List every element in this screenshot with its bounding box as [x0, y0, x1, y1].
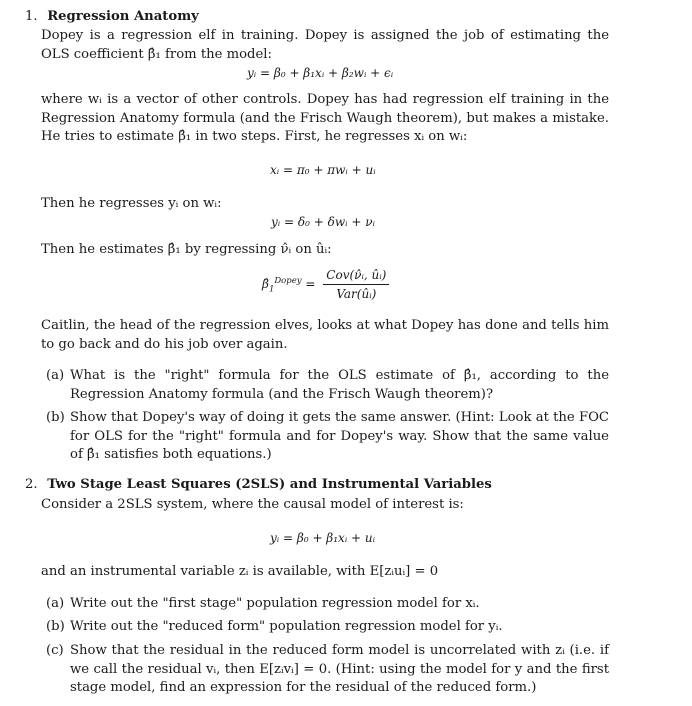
question-text: Show that Dopey's way of doing it gets the same answer. (Hint: Look at the FOC for OLS for the "right" formula and for Dopey's way. Show that the same value of β̂₁ satisfies both equations.): [70, 410, 609, 463]
model-equation: yᵢ = β₀ + β₁xᵢ + β₂wᵢ + ϵᵢ: [247, 66, 394, 80]
first-regression-equation: xᵢ = π₀ + πwᵢ + uᵢ: [270, 163, 376, 177]
question-text: Write out the "reduced form" population regression model for yᵢ.: [70, 619, 503, 634]
section-1-number: 1.: [25, 9, 38, 24]
section-2-intro: Consider a 2SLS system, where the causal model of interest is:: [41, 497, 464, 512]
dopey-fraction: [323, 268, 389, 301]
section-1-question-b: [46, 409, 609, 465]
caitlin-paragraph: Caitlin, the head of the regression elves, looks at what Dopey has done and tells him to go back and do his job over again.: [41, 318, 609, 352]
section-1-mistake-paragraph: where wᵢ is a vector of other controls. Dopey has had regression elf training in the Regression Anatomy formula (and the Frisch Waugh theorem), but makes a mistake. He tries to estimate β̂₁ in two steps. First, he regresses xᵢ on wᵢ:: [41, 92, 609, 145]
section-2-number: 2.: [25, 477, 38, 492]
second-regression-equation: yᵢ = δ₀ + δwᵢ + νᵢ: [271, 215, 375, 229]
section-1-heading: [25, 9, 199, 24]
section-2-question-c: [46, 642, 609, 698]
dopey-numerator: Cov(ν̂ᵢ, ûᵢ): [323, 268, 389, 285]
section-2-question-b: [46, 618, 609, 637]
causal-model-equation: yᵢ = β₀ + β₁xᵢ + uᵢ: [270, 531, 376, 545]
question-label: (b): [46, 410, 65, 425]
section-1-title: Regression Anatomy: [47, 9, 199, 24]
question-label: (c): [46, 643, 64, 658]
section-1-intro: Dopey is a regression elf in training. Dopey is assigned the job of estimating the OLS coefficient β̂₁ from the model:: [41, 28, 609, 62]
instrument-text: and an instrumental variable zᵢ is available, with E[zᵢuᵢ] = 0: [41, 564, 439, 579]
section-2-title: Two Stage Least Squares (2SLS) and Instrumental Variables: [47, 477, 492, 492]
section-2-heading: [25, 477, 492, 492]
question-label: (a): [46, 596, 65, 611]
then-estimate-text: Then he estimates β̂₁ by regressing ν̂ᵢ on ûᵢ:: [41, 242, 332, 257]
dopey-denominator: Var(ûᵢ): [336, 287, 377, 301]
dopey-lhs: $\betâ_1^{Dopey}$: [262, 276, 302, 295]
question-label: (b): [46, 619, 65, 634]
question-text: What is the "right" formula for the OLS estimate of β̂₁, according to the Regression Anatomy formula (and the Frisch Waugh theorem)?: [70, 368, 609, 402]
question-text: Write out the "first stage" population regression model for xᵢ.: [70, 596, 480, 611]
section-1-question-a: [46, 367, 609, 404]
section-2-question-a: [46, 595, 609, 614]
question-text: Show that the residual in the reduced form model is uncorrelated with zᵢ (i.e. if we call the residual vᵢ, then E[zᵢvᵢ] = 0. (Hint: using the model for y and the first stage model, find an expression for the residual of the reduced form.): [70, 643, 609, 696]
dopey-equals: =: [305, 277, 316, 291]
dopey-estimator-equation: [262, 268, 389, 301]
then-regress-text: Then he regresses yᵢ on wᵢ:: [41, 196, 222, 211]
question-label: (a): [46, 368, 65, 383]
